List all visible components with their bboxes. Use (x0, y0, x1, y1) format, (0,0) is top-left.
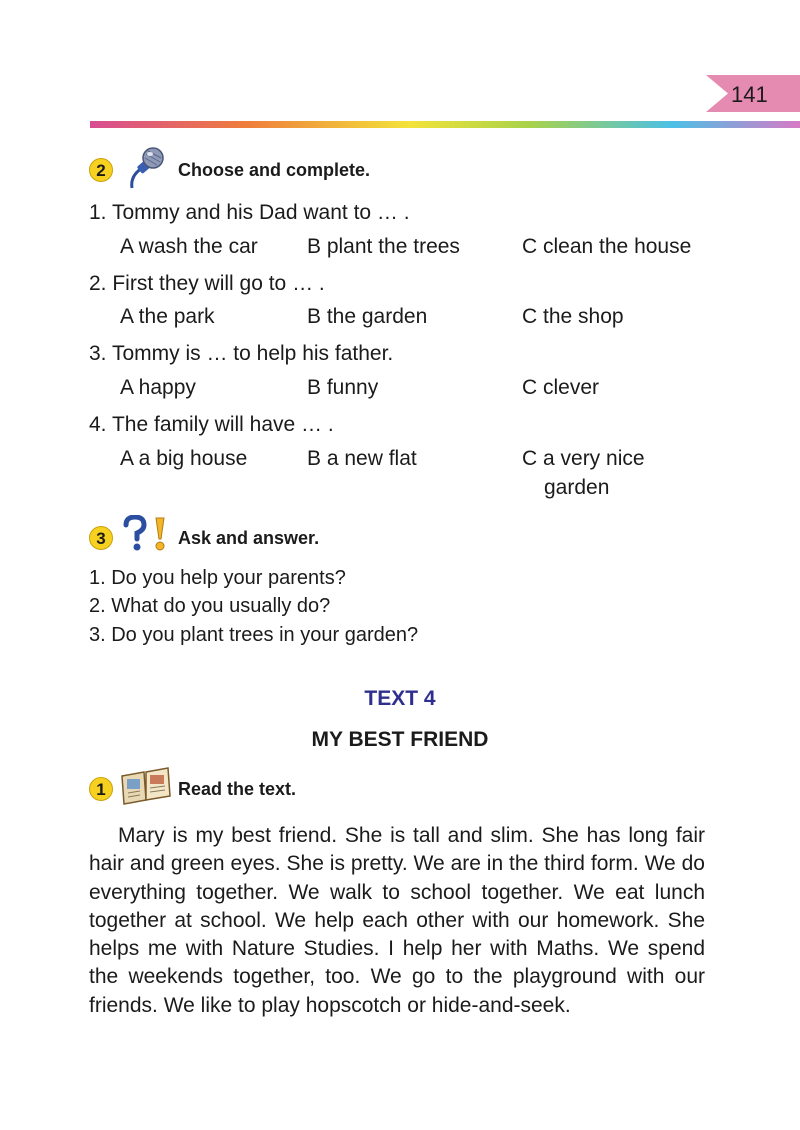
question-3-option-c: C clever (522, 376, 600, 399)
question-3-option-a: A happy (120, 376, 196, 399)
discussion-question-1: 1. Do you help your parents? (89, 567, 346, 589)
question-3: 3. Tommy is … to help his father. (89, 342, 394, 365)
text-label: TEXT 4 (364, 687, 436, 710)
reading-paragraph: Mary is my best friend. She is tall and slim. She has long fair hair and green eyes. She is pretty. We are in the third form. We do everything together. We walk to school together. We eat lunch together at school. We help each other with our homework. She helps me with Nature Studies. I help her with Maths. We spend the weekends together, too. We go to the playground with our friends. We like to play hopscotch or hide-and-seek. (89, 824, 705, 1017)
exercise-1-title: Read the text. (178, 779, 297, 799)
discussion-question-2: 2. What do you usually do? (89, 595, 331, 617)
question-2-option-b: B the garden (307, 305, 428, 328)
open-book-icon (120, 766, 172, 806)
page-number: 141 (731, 82, 768, 107)
exercise-2-badge: 2 (89, 158, 113, 182)
question-1: 1. Tommy and his Dad want to … . (89, 201, 410, 224)
exercise-3-badge: 3 (89, 526, 113, 550)
exercise-3-title: Ask and answer. (178, 528, 320, 548)
microphone-icon (122, 146, 168, 192)
question-exclamation-icon (122, 515, 170, 553)
question-2-option-c: C the shop (522, 305, 624, 328)
question-2: 2. First they will go to … . (89, 272, 325, 295)
header-rainbow-stripe (90, 121, 800, 128)
question-4-option-a: A a big house (120, 447, 248, 470)
question-4-option-b: B a new flat (307, 447, 417, 470)
exercise-1-badge: 1 (89, 777, 113, 801)
question-1-option-b: B plant the trees (307, 235, 460, 258)
question-3-option-b: B funny (307, 376, 379, 399)
discussion-question-3: 3. Do you plant trees in your garden? (89, 624, 419, 646)
question-4-option-c-continuation: garden (544, 476, 610, 499)
text-heading: MY BEST FRIEND (311, 728, 489, 751)
question-2-option-a: A the park (120, 305, 215, 328)
exercise-2-title: Choose and complete. (178, 160, 371, 180)
question-4-option-c: C a very nice (522, 447, 645, 470)
question-1-option-a: A wash the car (120, 235, 258, 258)
question-1-option-c: C clean the house (522, 235, 692, 258)
question-4: 4. The family will have … . (89, 413, 334, 436)
